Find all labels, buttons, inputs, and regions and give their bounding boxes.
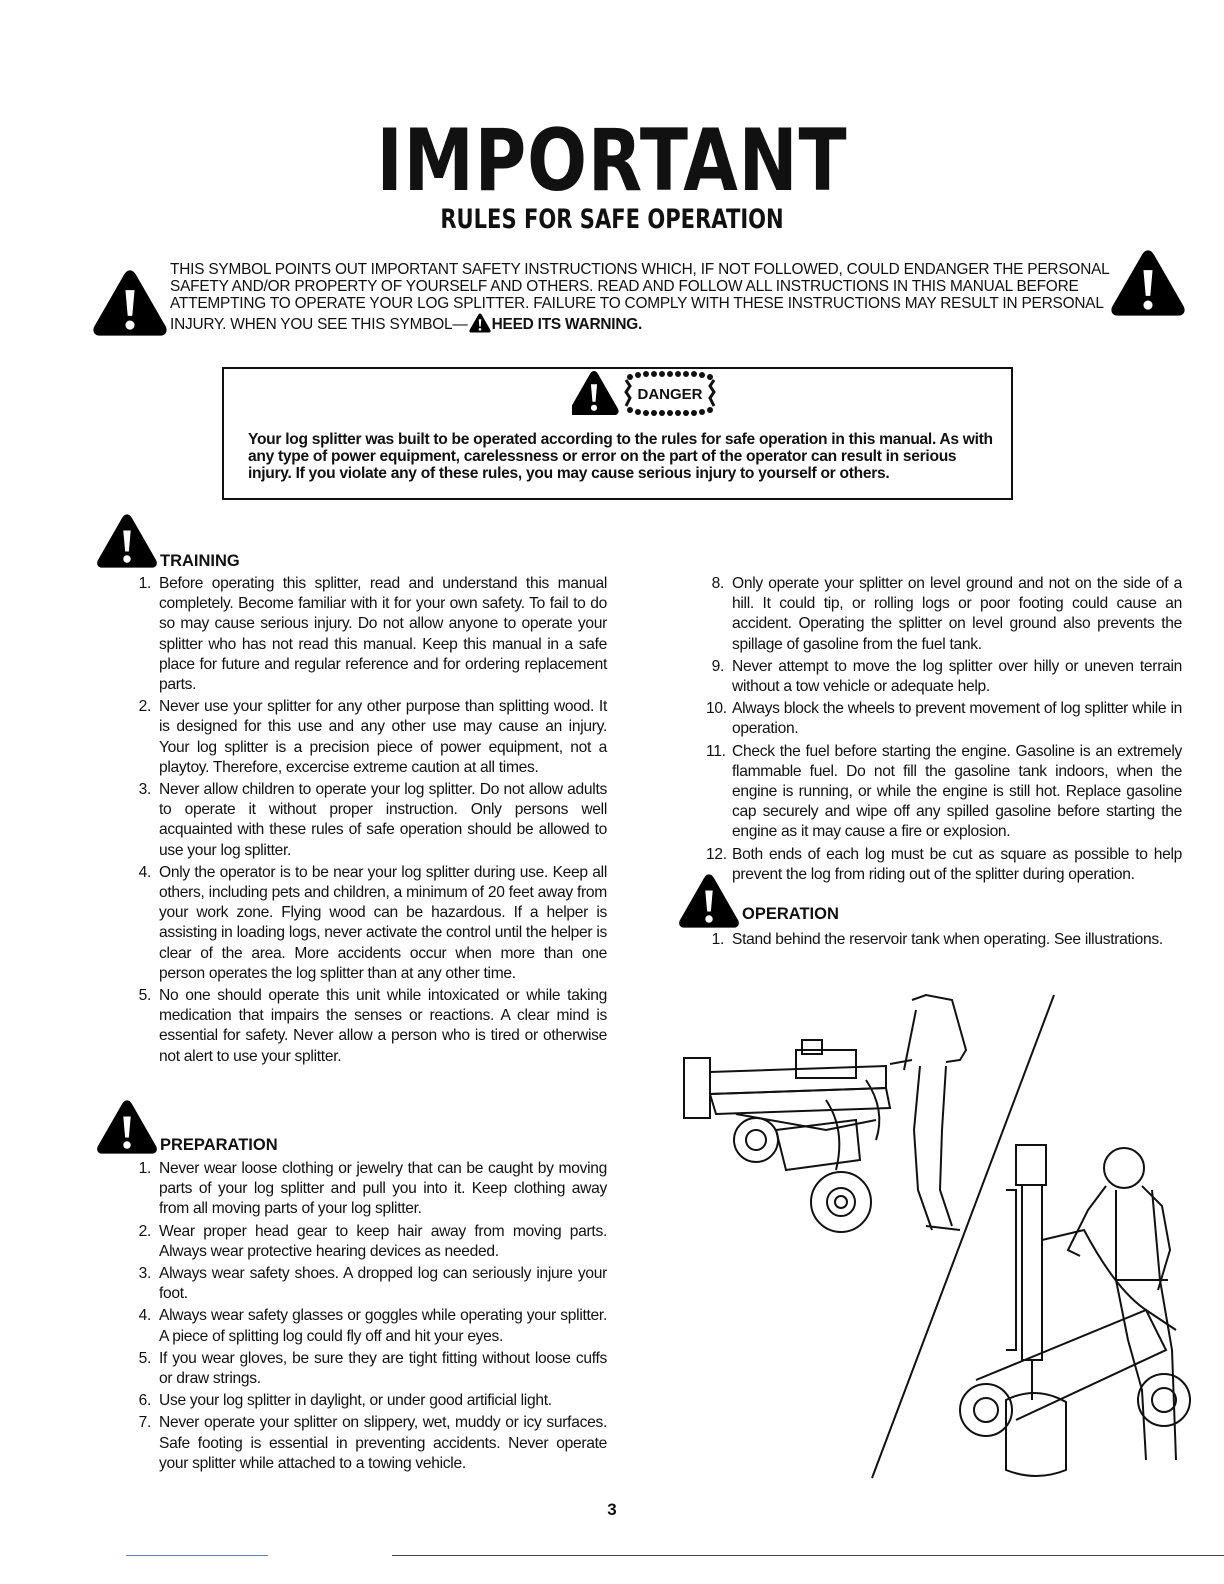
- rule-number: 1.: [138, 575, 151, 592]
- rule-text: Stand behind the reservoir tank when operating. See illustrations.: [732, 931, 1163, 948]
- rule-item: [706, 574, 1182, 655]
- rule-item: [133, 1391, 607, 1411]
- rule-item: [706, 845, 1182, 885]
- rule-number: 10.: [706, 700, 727, 718]
- rule-number: 9.: [711, 657, 724, 675]
- preparation-heading: PREPARATION: [160, 1136, 278, 1154]
- warning-triangle-icon: [96, 512, 158, 570]
- rule-item: [133, 1159, 607, 1220]
- rule-item: [133, 863, 607, 984]
- rule-text: Never operate your splitter on slippery, wet, muddy or icy surfaces. Safe footing is essential in preventing accidents. Never operate your splitter while attached to a towing vehicle.: [159, 1414, 607, 1472]
- rule-number: 4.: [138, 1307, 151, 1325]
- rule-text: Wear proper head gear to keep hair away from moving parts. Always wear protective hearing devices as needed.: [159, 1222, 607, 1260]
- rule-text: Never attempt to move the log splitter over hilly or uneven terrain without a tow vehicle or adequate help.: [732, 657, 1182, 696]
- rule-text: Use your log splitter in daylight, or under good artificial light.: [159, 1392, 552, 1410]
- rule-item: [133, 1349, 607, 1389]
- rule-item: [706, 699, 1182, 739]
- page-number: 3: [607, 1500, 617, 1519]
- rule-number: 2.: [138, 698, 151, 716]
- footer-rule: [392, 1555, 1224, 1556]
- rule-text: Both ends of each log must be cut as square as possible to help prevent the log from riding out of the splitter during operation.: [732, 845, 1182, 883]
- rule-number: 1.: [138, 1160, 151, 1177]
- operation-heading: OPERATION: [742, 905, 839, 923]
- warning-triangle-icon: [469, 313, 491, 333]
- rule-item: [133, 1413, 607, 1474]
- rule-item: [133, 1264, 607, 1304]
- page-subtitle: RULES FOR SAFE OPERATION: [440, 204, 784, 235]
- warning-triangle-icon: [572, 371, 619, 415]
- rule-item: [706, 930, 1188, 950]
- rule-number: 1.: [711, 931, 724, 948]
- rule-text: Never wear loose clothing or jewelry that can be caught by moving parts of your log splitter and pull you into it. Keep clothing away from all moving parts of your log splitter.: [159, 1160, 607, 1218]
- log-splitter-illustration: [676, 990, 1196, 1490]
- right-column-list: [706, 574, 1182, 887]
- rule-number: 6.: [138, 1392, 151, 1410]
- warning-triangle-icon: [678, 872, 740, 930]
- rule-number: 8.: [711, 575, 724, 592]
- rule-number: 2.: [138, 1222, 151, 1240]
- rule-item: [706, 657, 1182, 697]
- rule-item: [133, 780, 607, 861]
- danger-label: DANGER: [637, 386, 703, 403]
- operation-list: [706, 930, 1188, 952]
- rule-item: [133, 986, 607, 1067]
- rule-text: Always block the wheels to prevent movement of log splitter while in operation.: [732, 700, 1182, 738]
- rule-text: Never allow children to operate your log splitter. Do not allow adults to operate it without proper instruction. Only persons well acquainted with these rules of safe operation should be allowed to use your log splitter.: [159, 781, 607, 859]
- intro-emphasis: HEED ITS WARNING.: [491, 315, 643, 333]
- rule-number: 5.: [138, 1349, 151, 1367]
- preparation-list: [133, 1159, 607, 1476]
- rule-number: 5.: [138, 987, 151, 1005]
- rule-number: 7.: [138, 1414, 151, 1432]
- intro-paragraph: [170, 261, 1112, 333]
- rule-number: 4.: [138, 863, 151, 881]
- footer-rule: [126, 1555, 268, 1556]
- page-title: IMPORTANT: [376, 111, 848, 211]
- rule-item: [706, 742, 1182, 843]
- rule-text: Always wear safety glasses or goggles while operating your splitter. A piece of splitting log could fly off and hit your eyes.: [159, 1307, 607, 1345]
- danger-badge: [572, 368, 722, 416]
- training-heading: TRAINING: [160, 552, 240, 570]
- training-list: [133, 574, 607, 1069]
- intro-text: THIS SYMBOL POINTS OUT IMPORTANT SAFETY INSTRUCTIONS WHICH, IF NOT FOLLOWED, COULD ENDANGER THE PERSONAL SAFETY AND/OR PROPERTY OF YOURSELF AND OTHERS. READ AND FOLLOW ALL INSTRUCTIONS IN THIS MANUAL BEFORE ATTEMPTING TO OPERATE YOUR LOG SPLITTER. FAILURE TO COMPLY WITH THESE INSTRUCTIONS MAY RESULT IN PERSONAL INJURY. WHEN YOU SEE THIS SYMBOL—: [170, 261, 1109, 333]
- rule-item: [133, 574, 607, 695]
- warning-triangle-icon: [92, 268, 168, 338]
- rule-text: Only operate your splitter on level ground and not on the side of a hill. It could tip, or rolling logs or poor footing could cause an accident. Operating the splitter on level ground also prevents the spillage of gasoline from the fuel tank.: [732, 575, 1182, 653]
- rule-text: If you wear gloves, be sure they are tight fitting without loose cuffs or draw strings.: [159, 1349, 607, 1388]
- warning-triangle-icon: [1110, 248, 1186, 318]
- warning-triangle-icon: [96, 1098, 158, 1156]
- rule-item: [133, 697, 607, 778]
- rule-number: 3.: [138, 781, 151, 799]
- rule-number: 12.: [706, 845, 727, 863]
- rule-number: 11.: [706, 742, 726, 760]
- rule-text: Only the operator is to be near your log splitter during use. Keep all others, including pets and children, a minimum of 20 feet away from your work zone. Flying wood can be hazardous. If a helper is assisting in loading logs, never activate the control until the helper is clear of the area. More accidents occur when more than one person operates the log splitter than at any other time.: [159, 863, 607, 982]
- rule-number: 3.: [138, 1265, 151, 1283]
- rule-text: Never use your splitter for any other purpose than splitting wood. It is designed for this use and any other use may cause an injury. Your log splitter is a precision piece of power equipment, not a playtoy. Therefore, excercise extreme caution at all times.: [159, 698, 607, 776]
- rule-text: Always wear safety shoes. A dropped log can seriously injure your foot.: [159, 1265, 607, 1303]
- danger-text: Your log splitter was built to be operated according to the rules for safe operation in this manual. As with any type of power equipment, carelessness or error on the part of the operator can result in serious injury. If you violate any of these rules, you may cause serious injury to yourself or others.: [248, 431, 993, 482]
- rule-item: [133, 1306, 607, 1346]
- rule-text: Before operating this splitter, read and understand this manual completely. Become familiar with it for your own safety. To fail to do so may cause serious injury. Do not allow anyone to operate your splitter who has not read this manual. Keep this manual in a safe place for future and regular reference and for ordering replacement parts.: [159, 575, 607, 694]
- rule-text: Check the fuel before starting the engine. Gasoline is an extremely flammable fuel. Do not fill the gasoline tank indoors, when the engine is running, or while the engine is still hot. Replace gasoline cap securely and wipe off any spilled gasoline before starting the engine as it may cause a fire or explosion.: [732, 742, 1182, 841]
- rule-item: [133, 1222, 607, 1262]
- rule-text: No one should operate this unit while intoxicated or while taking medication that impairs the senses or reactions. A clear mind is essential for safety. Never allow a person who is tired or otherwise not alert to use your splitter.: [159, 987, 607, 1065]
